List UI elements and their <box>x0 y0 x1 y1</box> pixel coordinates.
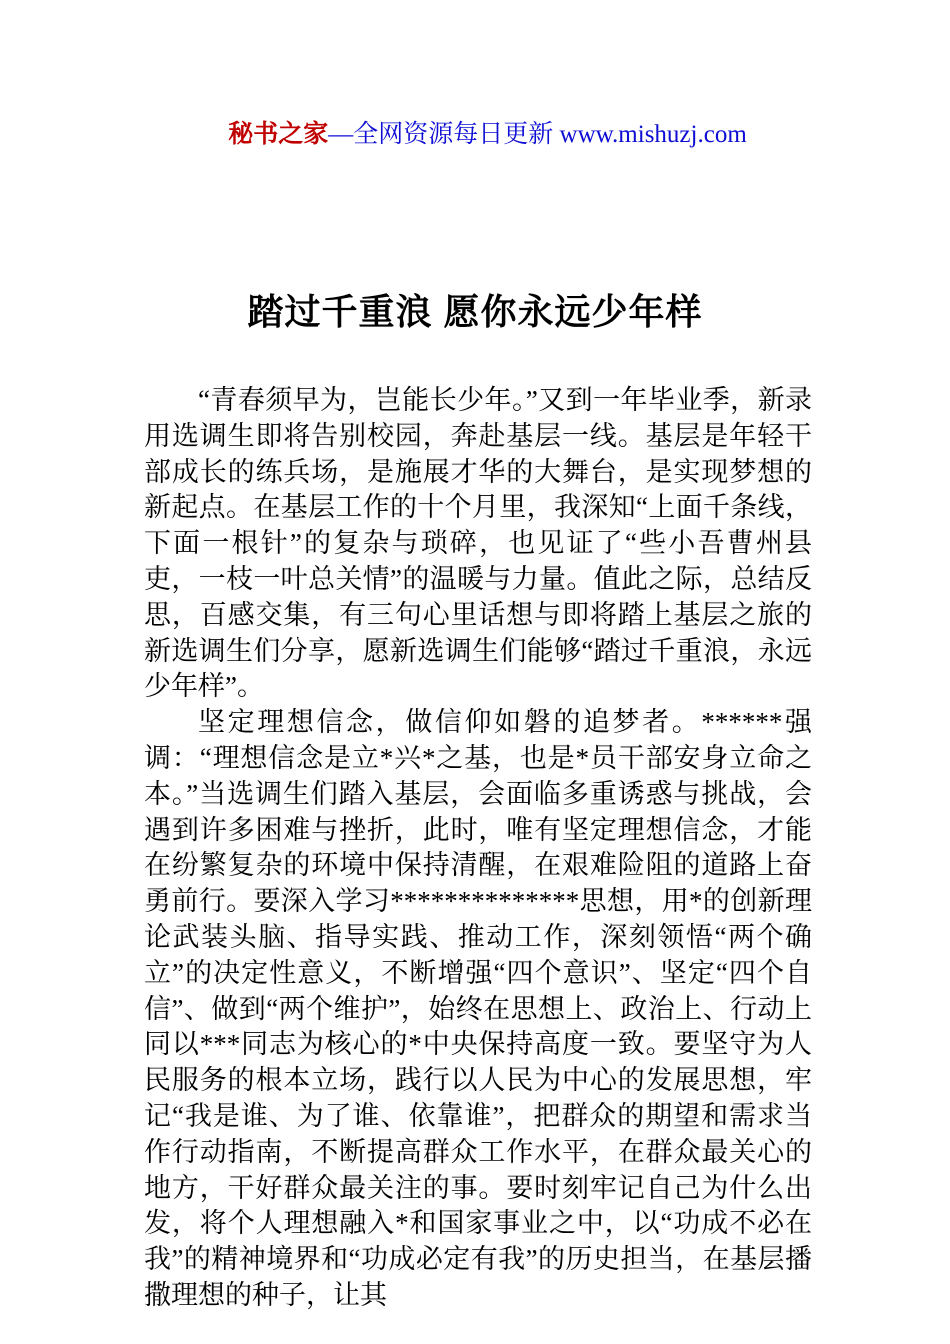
site-url-link[interactable]: www.mishuzj.com <box>559 121 747 148</box>
site-name: 秘书之家 <box>228 121 329 148</box>
site-header <box>0 90 950 180</box>
site-tagline: —全网资源每日更新 <box>328 121 560 148</box>
paragraph-intro: “青春须早为，岂能长少年。”又到一年毕业季，新录用选调生即将告别校园，奔赴基层一线。基层是年轻干部成长的练兵场，是施展才华的大舞台，是实现梦想的新起点。在基层工作的十个月里，我深知“上面千条线，下面一根针”的复杂与琐碎，也见证了“些小吾曹州县吏，一枝一叶总关情”的温暖与力量。值此之际，总结反思，百感交集，有三句心里话想与即将踏上基层之旅的新选调生们分享，愿新选调生们能够“踏过千重浪，永远少年样”。 <box>144 385 812 702</box>
document-body <box>144 383 812 1314</box>
paragraph-ideals: 坚定理想信念，做信仰如磐的追梦者。******强调：“理想信念是立*兴*之基，也是*员干部安身立命之本。”当选调生们踏入基层，会面临多重诱惑与挑战，会遇到许多困难与挫折，此时，唯有坚定理想信念，才能在纷繁复杂的环境中保持清醒，在艰难险阻的道路上奋勇前行。要深入学习**************思想，用*的创新理论武装头脑、指导实践、推动工作，深刻领悟“两个确立”的决定性意义，不断增强“四个意识”、坚定“四个自信”、做到“两个维护”，始终在思想上、政治上、行动上同以***同志为核心的*中央保持高度一致。要坚守为人民服务的根本立场，践行以人民为中心的发展思想，牢记“我是谁、为了谁、依靠谁”，把群众的期望和需求当作行动指南，不断提高群众工作水平，在群众最关心的地方，干好群众最关注的事。要时刻牢记自己为什么出发，将个人理想融入*和国家事业之中，以“功成不必在我”的精神境界和“功成必定有我”的历史担当，在基层播撒理想的种子，让其 <box>144 707 812 1310</box>
document-title: 踏过千重浪 愿你永远少年样 <box>247 291 703 332</box>
